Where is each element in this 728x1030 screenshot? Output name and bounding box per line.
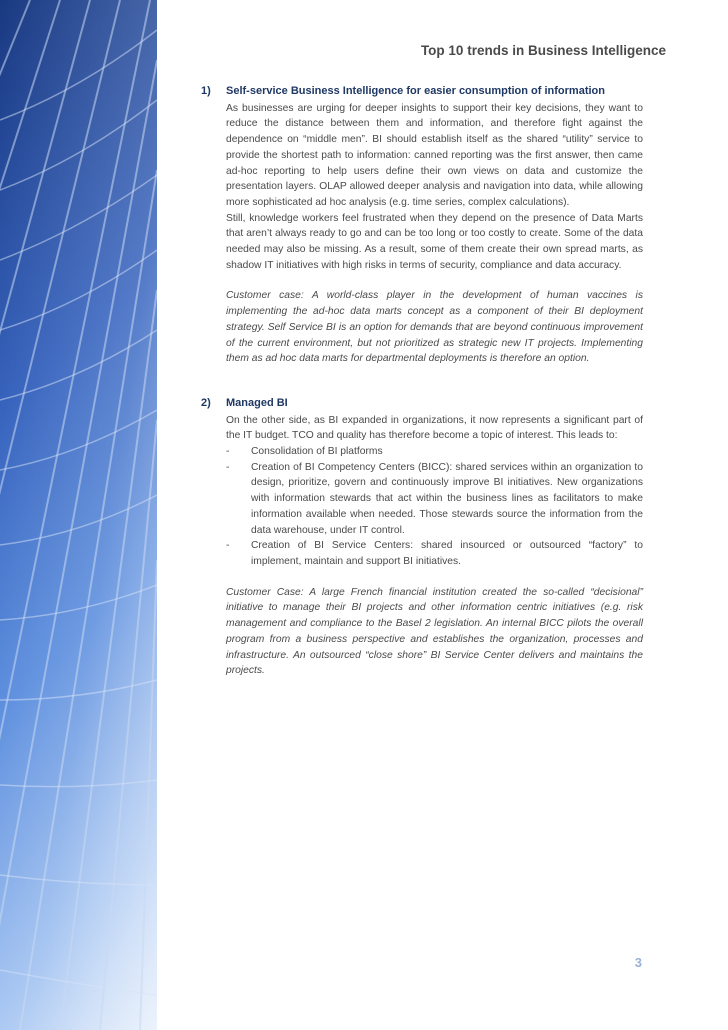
section-managed-bi <box>201 396 643 679</box>
section-title: Self-service Business Intelligence for easier consumption of information <box>226 85 605 97</box>
bullet-dash: - <box>226 446 230 458</box>
section-number: 2) <box>201 396 211 409</box>
list-item <box>226 460 643 539</box>
list-item <box>226 538 643 569</box>
customer-case: Customer case: A world-class player in the development of human vaccines is implementing the ad-hoc data marts concept as a component of their BI deployment strategy. Self Service BI is an option for demands that are beyond continuous improvement of the current environment, but not prioritized as strategic new IT projects. Implementing them as ad hoc data marts for departmental deployments is therefore an option. <box>226 290 643 365</box>
section-title: Managed BI <box>226 396 288 409</box>
building-facade-grid <box>0 0 157 1030</box>
bullet-text: Consolidation of BI platforms <box>251 446 383 458</box>
bullet-dash: - <box>226 540 230 552</box>
section-self-service-bi <box>201 84 643 367</box>
bullet-dash: - <box>226 461 230 473</box>
bullet-text: Creation of BI Competency Centers (BICC): shared services within an organization to design, prioritize, govern and continuously improve BI initiatives. New organizations with information stewards that act within the business lines as facilitators to make information available when needed. Those stewards source the information from the data warehouse, under IT control. <box>251 461 643 536</box>
bullet-list <box>226 444 643 570</box>
paragraph: As businesses are urging for deeper insights to support their key decisions, they want to reduce the distance between them and information, and therefore fight against the dependence on “middle men”. BI should establish itself as the shared “utility” service to provide the shortest path to information: canned reporting was the first answer, then came ad-hoc reporting to help users define their own views on data and customize the presentation layers. OLAP allowed deeper analysis and navigation into data, while allowing more sophisticated ad hoc analysis (e.g. time series, complex calculations). <box>226 102 643 208</box>
section-number: 1) <box>201 85 211 97</box>
paragraph: On the other side, as BI expanded in organizations, it now represents a significant part of the IT budget. TCO and quality has therefore become a topic of interest. This leads to: <box>226 414 643 442</box>
bullet-text: Creation of BI Service Centers: shared insourced or outsourced “factory” to implement, maintain and support BI initiatives. <box>251 540 643 567</box>
paragraph: Still, knowledge workers feel frustrated when they depend on the presence of Data Marts that aren’t always ready to go and can be too long or too costly to create. Some of the data needed may also be missing. As a result, some of them create their own spread marts, as shadow IT initiatives with high risks in terms of security, compliance and data accuracy. <box>226 212 643 271</box>
list-item <box>226 444 643 460</box>
page-number: 3 <box>634 955 642 970</box>
page-header-title: Top 10 trends in Business Intelligence <box>420 43 666 58</box>
customer-case: Customer Case: A large French financial institution created the so-called “decisional” initiative to manage their BI projects and other information centric initiatives (e.g. risk management and compliance to the Basel 2 legislation. An internal BICC pilots the overall program from a business perspective and establishes the organization, processes and infrastructure. An outsourced “close shore” BI Service Center delivers and maintains the projects. <box>226 586 643 677</box>
document-body <box>201 84 643 695</box>
building-facade-image <box>0 0 157 1030</box>
